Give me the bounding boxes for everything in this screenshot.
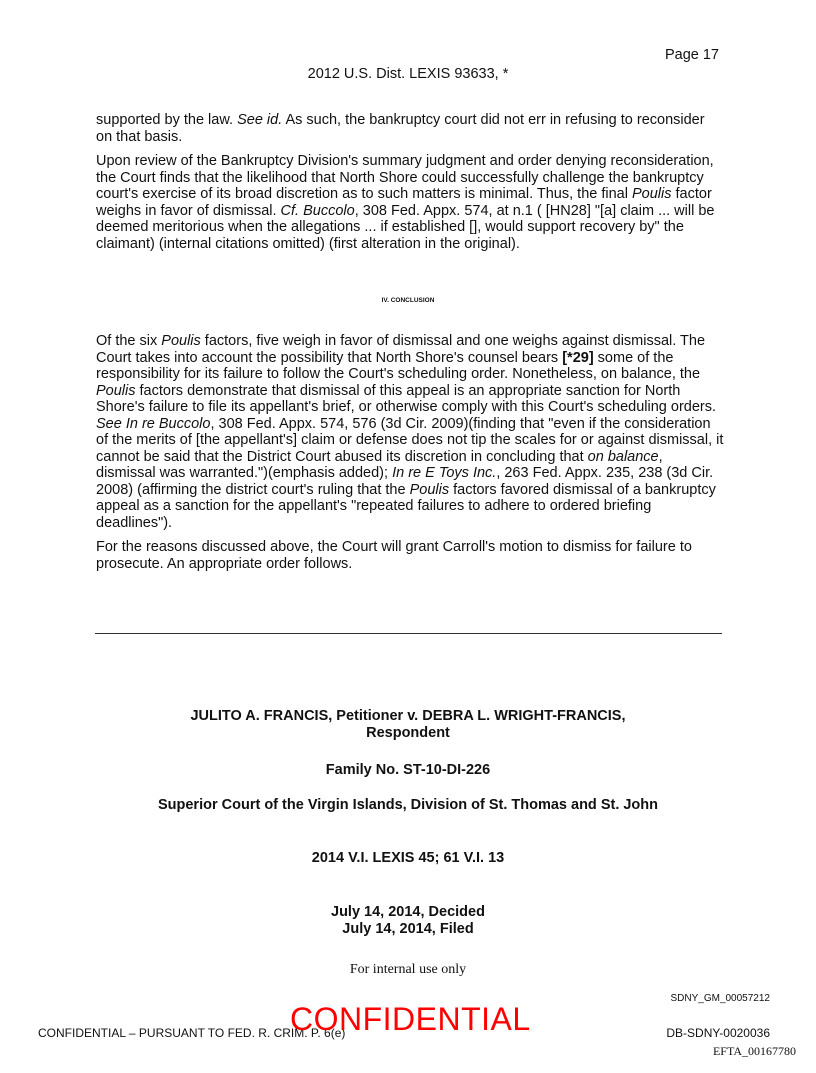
text: factor weighs in favor of dismissal. [96,186,712,219]
opinion-body-lower [96,333,724,580]
citation-signal: Cf. Buccolo [280,202,355,219]
paragraph-4: For the reasons discussed above, the Court will grant Carroll's motion to dismiss for failure to prosecute. An appropriate order follows. [96,539,692,572]
citation-signal: See id. [237,112,283,128]
case-caption: JULITO A. FRANCIS, Petitioner v. DEBRA L. WRIGHT-FRANCIS, Respondent [190,708,626,741]
text: , 308 Fed. Appx. 574, 576 (3d Cir. 2009)(finding that "even if the consideration of the merits of [the appellant's] claim or defense does not tip the scales for or against dismissal, it cannot be said that the District Court abused its discretion in concluding that [96,415,724,465]
case-citation: In re E Toys Inc. [392,465,497,481]
text: As such, the bankruptcy court did not err in refusing to reconsider on that basis. [96,112,705,145]
section-heading: IV. CONCLUSION [381,297,435,304]
case-name: Poulis [161,333,201,349]
text: , 308 Fed. Appx. 574, at n.1 ( [HN28] "[a] claim ... will be deemed meritorious when the allegations ... if established [], would support recovery by" the claimant) (internal citations omitted) (first alteration in the original). [96,202,715,252]
star-page-marker: [*29] [562,349,594,366]
text: factors favored dismissal of a bankruptcy appeal as a sanction for the appellant's "repeated failures to adhere to ordered briefing deadlines"). [96,481,716,531]
decided-date: July 14, 2014, Decided [331,904,485,920]
text: Of the six [96,333,162,349]
running-citation: 2012 U.S. Dist. LEXIS 93633, * [307,66,509,82]
case-name: Poulis [409,481,450,498]
bates-number-gm: SDNY_GM_00057212 [670,993,770,1004]
efta-number: EFTA_00167780 [712,1044,796,1058]
page-number: Page 17 [664,47,719,63]
paragraph-3 [96,333,724,531]
text: some of the responsibility for its failure to follow the Court's scheduling order. Nonetheless, on balance, the [96,349,701,382]
text: , dismissal was warranted.")(emphasis added); [96,448,663,481]
bates-number-db: DB-SDNY-0020036 [666,1026,770,1040]
opinion-body-upper [96,112,724,260]
case-name: Poulis [632,186,672,202]
emphasis: on balance [587,448,659,465]
filed-date: July 14, 2014, Filed [342,921,474,937]
paragraph-1 [96,112,724,145]
paragraph-2 [96,153,724,252]
internal-use-notice: For internal use only [349,962,467,977]
case-name: Poulis [96,382,136,399]
confidentiality-notice: CONFIDENTIAL – PURSUANT TO FED. R. CRIM. P. 6(e) [38,1026,346,1040]
divider-line [95,633,722,634]
court-name: Superior Court of the Virgin Islands, Division of St. Thomas and St. John [157,797,659,813]
text: factors, five weigh in favor of dismissal and one weighs against dismissal. The Court takes into account the possibility that North Shore's counsel bears [96,333,706,366]
confidential-stamp: CONFIDENTIAL [290,1001,531,1037]
docket-number: Family No. ST-10-DI-226 [325,762,491,778]
case-citation: See In re Buccolo [96,415,211,432]
text: , 263 Fed. Appx. 235, 238 (3d Cir. 2008) (affirming the district court's ruling that the [96,465,714,498]
text: factors demonstrate that dismissal of this appeal is an appropriate sanction for North Shore's failure to file its appellant's brief, or otherwise comply with this Court's scheduling orders. [96,382,717,415]
reporter-citation: 2014 V.I. LEXIS 45; 61 V.I. 13 [311,850,505,866]
text: Upon review of the Bankruptcy Division's summary judgment and order denying reconsideration, the Court finds that the likelihood that North Shore could successfully challenge the bankruptcy court's exercise of its broad discretion as to such matters is minimal. Thus, the final [96,153,714,202]
text: supported by the law. [96,112,238,128]
